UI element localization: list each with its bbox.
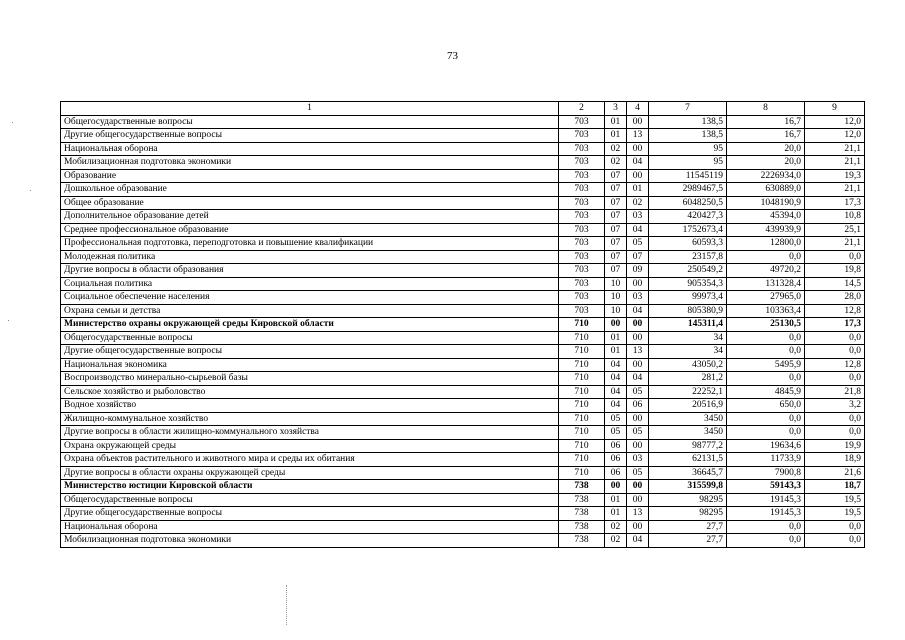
row-name: Жилищно-коммунальное хозяйство (61, 412, 559, 426)
row-percent-value: 19,5 (805, 507, 865, 521)
row-plan-value: 3450 (649, 426, 727, 440)
row-actual-value: 5495,9 (727, 358, 805, 372)
scan-speck (30, 190, 31, 191)
row-actual-value: 630889,0 (727, 183, 805, 197)
row-section-code: 04 (605, 385, 627, 399)
row-actual-value: 0,0 (727, 426, 805, 440)
row-plan-value: 43050,2 (649, 358, 727, 372)
table-row (61, 264, 865, 278)
row-percent-value: 28,0 (805, 291, 865, 305)
row-section-code: 04 (605, 358, 627, 372)
row-ministry-code: 710 (559, 318, 605, 332)
row-plan-value: 34 (649, 331, 727, 345)
row-actual-value: 19145,3 (727, 507, 805, 521)
row-section-code: 04 (605, 399, 627, 413)
row-subsection-code: 00 (627, 439, 649, 453)
row-name: Среднее профессиональное образование (61, 223, 559, 237)
row-section-code: 07 (605, 196, 627, 210)
row-section-code: 01 (605, 493, 627, 507)
row-percent-value: 17,3 (805, 196, 865, 210)
row-actual-value: 11733,9 (727, 453, 805, 467)
row-name: Общее образование (61, 196, 559, 210)
table-row (61, 210, 865, 224)
row-percent-value: 0,0 (805, 345, 865, 359)
table-row (61, 156, 865, 170)
row-subsection-code: 13 (627, 507, 649, 521)
row-section-code: 01 (605, 129, 627, 143)
table-row (61, 183, 865, 197)
row-ministry-code: 703 (559, 210, 605, 224)
row-actual-value: 0,0 (727, 534, 805, 548)
row-section-code: 05 (605, 426, 627, 440)
row-section-code: 07 (605, 264, 627, 278)
row-percent-value: 18,7 (805, 480, 865, 494)
row-ministry-code: 703 (559, 264, 605, 278)
row-subsection-code: 03 (627, 210, 649, 224)
row-name: Охрана окружающей среды (61, 439, 559, 453)
row-actual-value: 16,7 (727, 129, 805, 143)
header-cell: 8 (727, 102, 805, 116)
row-plan-value: 99973,4 (649, 291, 727, 305)
row-percent-value: 21,1 (805, 156, 865, 170)
table-row (61, 520, 865, 534)
row-percent-value: 0,0 (805, 250, 865, 264)
row-subsection-code: 04 (627, 223, 649, 237)
row-actual-value: 0,0 (727, 520, 805, 534)
row-subsection-code: 05 (627, 466, 649, 480)
table-row (61, 493, 865, 507)
row-plan-value: 145311,4 (649, 318, 727, 332)
row-percent-value: 12,0 (805, 115, 865, 129)
row-section-code: 04 (605, 372, 627, 386)
row-subsection-code: 01 (627, 183, 649, 197)
header-cell: 2 (559, 102, 605, 116)
row-name: Общегосударственные вопросы (61, 115, 559, 129)
row-plan-value: 905354,3 (649, 277, 727, 291)
row-actual-value: 16,7 (727, 115, 805, 129)
row-plan-value: 98295 (649, 493, 727, 507)
row-ministry-code: 703 (559, 304, 605, 318)
row-name: Другие вопросы в области охраны окружающей среды (61, 466, 559, 480)
page-number: 73 (447, 50, 458, 62)
row-actual-value: 1048190,9 (727, 196, 805, 210)
row-subsection-code: 00 (627, 169, 649, 183)
row-subsection-code: 00 (627, 142, 649, 156)
row-ministry-code: 710 (559, 331, 605, 345)
row-name: Охрана семьи и детства (61, 304, 559, 318)
row-subsection-code: 07 (627, 250, 649, 264)
row-subsection-code: 05 (627, 385, 649, 399)
row-name: Дошкольное образование (61, 183, 559, 197)
scan-artifact (286, 585, 287, 625)
row-plan-value: 138,5 (649, 129, 727, 143)
table-row (61, 358, 865, 372)
table-row (61, 115, 865, 129)
row-subsection-code: 06 (627, 399, 649, 413)
row-plan-value: 250549,2 (649, 264, 727, 278)
table-row (61, 453, 865, 467)
table-row (61, 439, 865, 453)
table-row (61, 169, 865, 183)
row-plan-value: 420427,3 (649, 210, 727, 224)
row-subsection-code: 00 (627, 277, 649, 291)
row-section-code: 02 (605, 142, 627, 156)
row-actual-value: 45394,0 (727, 210, 805, 224)
row-actual-value: 59143,3 (727, 480, 805, 494)
row-plan-value: 3450 (649, 412, 727, 426)
row-name: Социальная политика (61, 277, 559, 291)
row-actual-value: 0,0 (727, 372, 805, 386)
row-plan-value: 20516,9 (649, 399, 727, 413)
row-plan-value: 62131,5 (649, 453, 727, 467)
row-name: Министерство юстиции Кировской области (61, 480, 559, 494)
row-percent-value: 0,0 (805, 372, 865, 386)
row-subsection-code: 05 (627, 426, 649, 440)
row-name: Национальная экономика (61, 358, 559, 372)
budget-table (60, 101, 865, 548)
row-ministry-code: 703 (559, 291, 605, 305)
row-name: Другие вопросы в области жилищно-коммунального хозяйства (61, 426, 559, 440)
row-plan-value: 98777,2 (649, 439, 727, 453)
row-section-code: 02 (605, 156, 627, 170)
row-name: Другие вопросы в области образования (61, 264, 559, 278)
row-percent-value: 0,0 (805, 331, 865, 345)
row-actual-value: 439939,9 (727, 223, 805, 237)
row-ministry-code: 710 (559, 453, 605, 467)
row-actual-value: 4845,9 (727, 385, 805, 399)
row-subsection-code: 04 (627, 372, 649, 386)
row-plan-value: 95 (649, 156, 727, 170)
row-subsection-code: 00 (627, 480, 649, 494)
row-ministry-code: 738 (559, 507, 605, 521)
row-ministry-code: 703 (559, 169, 605, 183)
row-ministry-code: 710 (559, 385, 605, 399)
row-actual-value: 7900,8 (727, 466, 805, 480)
row-plan-value: 95 (649, 142, 727, 156)
row-percent-value: 19,5 (805, 493, 865, 507)
row-section-code: 00 (605, 480, 627, 494)
row-percent-value: 14,5 (805, 277, 865, 291)
row-subsection-code: 05 (627, 237, 649, 251)
row-percent-value: 0,0 (805, 426, 865, 440)
table-row (61, 129, 865, 143)
row-subsection-code: 00 (627, 412, 649, 426)
row-section-code: 07 (605, 210, 627, 224)
row-actual-value: 2226934,0 (727, 169, 805, 183)
table-row (61, 399, 865, 413)
row-ministry-code: 738 (559, 493, 605, 507)
row-ministry-code: 710 (559, 466, 605, 480)
row-actual-value: 27965,0 (727, 291, 805, 305)
row-section-code: 07 (605, 250, 627, 264)
row-section-code: 01 (605, 345, 627, 359)
row-subsection-code: 13 (627, 345, 649, 359)
row-percent-value: 21,1 (805, 142, 865, 156)
row-ministry-code: 703 (559, 250, 605, 264)
table-row (61, 291, 865, 305)
row-actual-value: 12800,0 (727, 237, 805, 251)
row-percent-value: 21,1 (805, 183, 865, 197)
row-ministry-code: 703 (559, 156, 605, 170)
row-subsection-code: 03 (627, 453, 649, 467)
row-plan-value: 34 (649, 345, 727, 359)
row-plan-value: 23157,8 (649, 250, 727, 264)
row-ministry-code: 703 (559, 237, 605, 251)
row-section-code: 01 (605, 115, 627, 129)
row-subsection-code: 00 (627, 115, 649, 129)
row-plan-value: 138,5 (649, 115, 727, 129)
row-ministry-code: 710 (559, 399, 605, 413)
row-section-code: 10 (605, 291, 627, 305)
row-name: Молодежная политика (61, 250, 559, 264)
row-name: Национальная оборона (61, 520, 559, 534)
row-ministry-code: 703 (559, 142, 605, 156)
row-name: Водное хозяйство (61, 399, 559, 413)
row-percent-value: 12,8 (805, 358, 865, 372)
row-plan-value: 1752673,4 (649, 223, 727, 237)
row-plan-value: 11545119 (649, 169, 727, 183)
row-name: Национальная оборона (61, 142, 559, 156)
header-cell: 3 (605, 102, 627, 116)
row-actual-value: 25130,5 (727, 318, 805, 332)
row-subsection-code: 00 (627, 520, 649, 534)
table-row (61, 466, 865, 480)
row-percent-value: 17,3 (805, 318, 865, 332)
row-ministry-code: 738 (559, 480, 605, 494)
table-row (61, 304, 865, 318)
row-section-code: 07 (605, 169, 627, 183)
table-row (61, 142, 865, 156)
row-plan-value: 27,7 (649, 534, 727, 548)
row-actual-value: 20,0 (727, 156, 805, 170)
header-cell: 9 (805, 102, 865, 116)
row-ministry-code: 738 (559, 520, 605, 534)
table-row (61, 196, 865, 210)
row-section-code: 07 (605, 223, 627, 237)
scan-speck (8, 320, 9, 321)
row-percent-value: 21,8 (805, 385, 865, 399)
row-plan-value: 27,7 (649, 520, 727, 534)
table-row (61, 480, 865, 494)
row-plan-value: 281,2 (649, 372, 727, 386)
scan-speck (12, 122, 13, 123)
row-percent-value: 0,0 (805, 534, 865, 548)
row-ministry-code: 710 (559, 358, 605, 372)
row-subsection-code: 00 (627, 358, 649, 372)
row-section-code: 06 (605, 453, 627, 467)
row-ministry-code: 710 (559, 439, 605, 453)
row-section-code: 07 (605, 237, 627, 251)
row-subsection-code: 04 (627, 156, 649, 170)
row-name: Воспроизводство минерально-сырьевой базы (61, 372, 559, 386)
row-subsection-code: 09 (627, 264, 649, 278)
row-subsection-code: 03 (627, 291, 649, 305)
row-ministry-code: 703 (559, 183, 605, 197)
row-subsection-code: 04 (627, 304, 649, 318)
row-actual-value: 49720,2 (727, 264, 805, 278)
row-subsection-code: 13 (627, 129, 649, 143)
row-subsection-code: 00 (627, 331, 649, 345)
row-ministry-code: 738 (559, 534, 605, 548)
row-actual-value: 650,0 (727, 399, 805, 413)
table-row (61, 372, 865, 386)
row-subsection-code: 02 (627, 196, 649, 210)
row-name: Другие общегосударственные вопросы (61, 129, 559, 143)
row-percent-value: 19,9 (805, 439, 865, 453)
row-ministry-code: 703 (559, 223, 605, 237)
row-percent-value: 19,3 (805, 169, 865, 183)
row-name: Другие общегосударственные вопросы (61, 507, 559, 521)
table-row (61, 318, 865, 332)
table-row (61, 534, 865, 548)
row-percent-value: 18,9 (805, 453, 865, 467)
row-plan-value: 36645,7 (649, 466, 727, 480)
row-section-code: 06 (605, 466, 627, 480)
row-actual-value: 0,0 (727, 250, 805, 264)
row-percent-value: 0,0 (805, 520, 865, 534)
row-percent-value: 21,1 (805, 237, 865, 251)
row-name: Дополнительное образование детей (61, 210, 559, 224)
table-row (61, 223, 865, 237)
header-cell: 1 (61, 102, 559, 116)
table-row (61, 331, 865, 345)
row-section-code: 05 (605, 412, 627, 426)
row-percent-value: 10,8 (805, 210, 865, 224)
row-name: Мобилизационная подготовка экономики (61, 534, 559, 548)
row-ministry-code: 710 (559, 372, 605, 386)
table-row (61, 237, 865, 251)
row-ministry-code: 703 (559, 196, 605, 210)
row-plan-value: 805380,9 (649, 304, 727, 318)
row-ministry-code: 703 (559, 129, 605, 143)
row-plan-value: 22252,1 (649, 385, 727, 399)
row-section-code: 10 (605, 277, 627, 291)
row-ministry-code: 710 (559, 426, 605, 440)
header-row (61, 102, 865, 116)
row-actual-value: 19145,3 (727, 493, 805, 507)
row-section-code: 01 (605, 331, 627, 345)
row-percent-value: 19,8 (805, 264, 865, 278)
row-actual-value: 0,0 (727, 345, 805, 359)
row-name: Образование (61, 169, 559, 183)
row-subsection-code: 04 (627, 534, 649, 548)
row-actual-value: 131328,4 (727, 277, 805, 291)
row-ministry-code: 710 (559, 412, 605, 426)
table-row (61, 412, 865, 426)
row-percent-value: 21,6 (805, 466, 865, 480)
row-plan-value: 60593,3 (649, 237, 727, 251)
row-actual-value: 0,0 (727, 412, 805, 426)
row-section-code: 01 (605, 507, 627, 521)
row-section-code: 02 (605, 534, 627, 548)
row-section-code: 10 (605, 304, 627, 318)
row-percent-value: 25,1 (805, 223, 865, 237)
row-section-code: 06 (605, 439, 627, 453)
row-name: Общегосударственные вопросы (61, 493, 559, 507)
row-ministry-code: 710 (559, 345, 605, 359)
row-name: Охрана объектов растительного и животного мира и среды их обитания (61, 453, 559, 467)
row-section-code: 02 (605, 520, 627, 534)
row-section-code: 00 (605, 318, 627, 332)
row-ministry-code: 703 (559, 277, 605, 291)
row-actual-value: 19634,6 (727, 439, 805, 453)
row-section-code: 07 (605, 183, 627, 197)
row-ministry-code: 703 (559, 115, 605, 129)
header-cell: 4 (627, 102, 649, 116)
row-name: Профессиональная подготовка, переподготовка и повышение квалификации (61, 237, 559, 251)
row-plan-value: 2989467,5 (649, 183, 727, 197)
row-percent-value: 12,8 (805, 304, 865, 318)
row-plan-value: 98295 (649, 507, 727, 521)
row-subsection-code: 00 (627, 318, 649, 332)
row-percent-value: 12,0 (805, 129, 865, 143)
row-actual-value: 0,0 (727, 331, 805, 345)
row-name: Социальное обеспечение населения (61, 291, 559, 305)
row-percent-value: 3,2 (805, 399, 865, 413)
table-row (61, 277, 865, 291)
row-name: Министерство охраны окружающей среды Кировской области (61, 318, 559, 332)
row-name: Сельское хозяйство и рыболовство (61, 385, 559, 399)
table-row (61, 426, 865, 440)
row-plan-value: 315599,8 (649, 480, 727, 494)
header-cell: 7 (649, 102, 727, 116)
table-row (61, 507, 865, 521)
table-row (61, 345, 865, 359)
row-actual-value: 20,0 (727, 142, 805, 156)
table-row (61, 250, 865, 264)
table-row (61, 385, 865, 399)
row-name: Мобилизационная подготовка экономики (61, 156, 559, 170)
row-percent-value: 0,0 (805, 412, 865, 426)
row-plan-value: 6048250,5 (649, 196, 727, 210)
row-name: Другие общегосударственные вопросы (61, 345, 559, 359)
row-subsection-code: 00 (627, 493, 649, 507)
row-actual-value: 103363,4 (727, 304, 805, 318)
row-name: Общегосударственные вопросы (61, 331, 559, 345)
